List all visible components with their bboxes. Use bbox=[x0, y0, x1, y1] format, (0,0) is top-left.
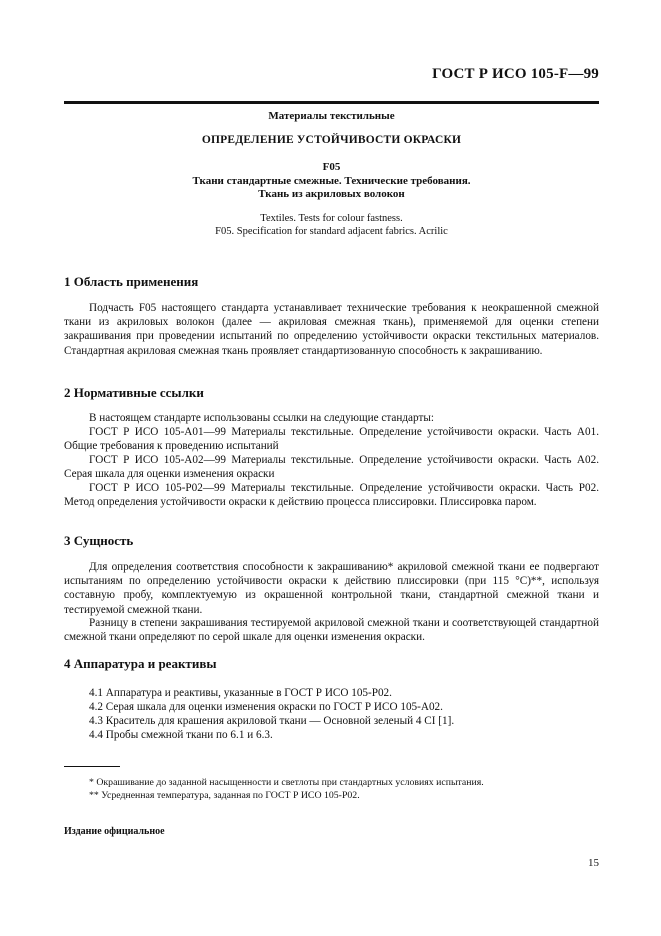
main-title: ОПРЕДЕЛЕНИЕ УСТОЙЧИВОСТИ ОКРАСКИ bbox=[201, 134, 462, 146]
english-title-line-1: Textiles. Tests for colour fastness. bbox=[260, 213, 403, 224]
category-title: Материалы текстильные bbox=[268, 110, 395, 122]
document-code: ГОСТ Р ИСО 105-F—99 bbox=[432, 66, 599, 82]
reference-item: ГОСТ Р ИСО 105-A01—99 Материалы текстильные. Определение устойчивости окраски. Часть А01. Общие требования к проведению испытаний bbox=[64, 426, 599, 453]
footnote: * Окрашивание до заданной насыщенности и светлоты при стандартных условиях испытания. bbox=[89, 777, 484, 788]
subtitle-line-2: Ткань из акриловых волокон bbox=[258, 188, 405, 200]
part-code: F05 bbox=[322, 161, 341, 173]
page-number: 15 bbox=[588, 857, 599, 869]
equipment-item: 4.3 Краситель для крашения акриловой ткани — Основной зеленый 4 CI [1]. bbox=[89, 715, 455, 727]
footnote-rule bbox=[64, 766, 120, 767]
section-3-paragraph-1: Для определения соответствия способности к закрашиванию* акриловой смежной ткани ее подвергают испытаниям по определению устойчивости окраски к действию плиссировки (при 115 °С)**, используя составную пробу, комплектуемую из окрашенной контрольной ткани, стандартной смежной ткани и тестируемой смежной ткани. bbox=[64, 561, 599, 616]
section-2-heading: 2 Нормативные ссылки bbox=[64, 385, 204, 400]
section-2-intro: В настоящем стандарте использованы ссылки на следующие стандарты: bbox=[89, 412, 434, 424]
section-3-paragraph-2: Разницу в степени закрашивания тестируемой акриловой смежной ткани и соответствующей стандартной смежной ткани определяют по серой шкале для оценки изменения окраски. bbox=[64, 617, 599, 644]
english-title-line-2: F05. Specification for standard adjacent fabrics. Acrilic bbox=[215, 226, 448, 237]
section-4-heading: 4 Аппаратура и реактивы bbox=[64, 656, 217, 671]
footnote: ** Усредненная температура, заданная по ГОСТ Р ИСО 105-Р02. bbox=[89, 790, 360, 801]
reference-item: ГОСТ Р ИСО 105-Р02—99 Материалы текстильные. Определение устойчивости окраски. Часть Р02. Метод определения устойчивости окраски к действию процесса плиссировки. Плиссировка паром. bbox=[64, 482, 599, 509]
header-rule bbox=[64, 101, 599, 104]
subtitle-line-1: Ткани стандартные смежные. Технические требования. bbox=[192, 175, 471, 187]
official-edition-label: Издание официальное bbox=[64, 826, 165, 837]
section-1-heading: 1 Область применения bbox=[64, 274, 199, 289]
section-3-heading: 3 Сущность bbox=[64, 533, 134, 548]
equipment-item: 4.4 Пробы смежной ткани по 6.1 и 6.3. bbox=[89, 729, 273, 741]
reference-item: ГОСТ Р ИСО 105-A02—99 Материалы текстильные. Определение устойчивости окраски. Часть А02. Серая шкала для оценки изменения окраски bbox=[64, 454, 599, 481]
section-1-text: Подчасть F05 настоящего стандарта устанавливает технические требования к неокрашенной смежной ткани из акриловых волокон (далее — акриловая смежная ткань), применяемой для оценки степени закрашивания при проведении испытаний по определению устойчивости окраски текстильных материалов. Стандартная акриловая смежная ткань проявляет стандартизованную способность к закрашиванию. bbox=[64, 302, 599, 357]
equipment-item: 4.2 Серая шкала для оценки изменения окраски по ГОСТ Р ИСО 105-А02. bbox=[89, 701, 443, 713]
equipment-item: 4.1 Аппаратура и реактивы, указанные в ГОСТ Р ИСО 105-Р02. bbox=[89, 687, 392, 699]
